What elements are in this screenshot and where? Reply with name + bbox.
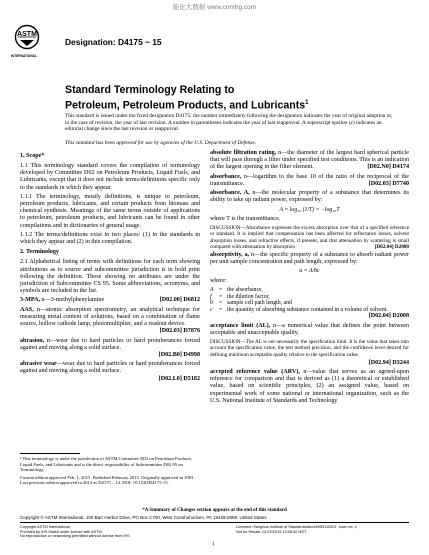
term-definition: n—the molecular property of a substance that determines its ability to take up radiant power, expressed by:	[210, 190, 410, 204]
where-label: where:	[210, 277, 227, 284]
paragraph-1-1-1: 1.1.1 The terminology, mostly definitions, is unique to petroleum, petroleum products, lubricants, and certain products from biomass and chemical synthesis. Meanings of the same terms outside of applications to petroleum, petroleum products, and lubricants can be found in other compilations and in dictionaries of general usage.	[20, 193, 200, 229]
term-definition: n—atomic absorption spectrometry, an analytical technique for measuring metal content of solutions, based on a combination of flame source, hollow cathode lamp, photomultiplier, and a readout device.	[20, 306, 200, 328]
term-definition: n—value that serves as an agreed-upon reference for comparison and that is derived as (1) a theoretical or established value, based on scientific principles, (2) an assigned value, based on experimental work of some national or international organization, such as the U.S. National Institute of Standards and Technology	[210, 369, 409, 404]
term-definition: n—the diameter of the largest hard spherical particle that will pass through a filter under specified test conditions. This is an indication of the largest opening in the filter element.	[210, 150, 409, 171]
discussion-reference: [D02.04] D2008	[374, 243, 409, 250]
term-name: acceptance limit (AL),	[210, 322, 271, 329]
license-line: Copyright ASTM International	[20, 525, 70, 529]
variable-description: the quantity of absorbing substance contained in a volume of solvent.	[227, 306, 388, 313]
equation-where-t: where T is the transmittance.	[210, 216, 281, 222]
term-absorptivity	[210, 252, 409, 266]
paragraph-1-1-2: 1.1.2 The terms/definitions exist in two places: (1) in the standards in which they appear and (2) in this compilation.	[20, 231, 200, 246]
right-column	[210, 150, 409, 407]
document-title	[65, 84, 375, 112]
discussion-acceptance-limit	[210, 339, 409, 357]
term-acceptance-limit	[210, 323, 409, 337]
variable-description: the absorbance,	[227, 287, 264, 294]
title-line-1: Standard Terminology Relating to	[65, 84, 235, 96]
term-name: absorbance,	[210, 173, 242, 180]
title-line-2: Petroleum, Petroleum Products, and Lubricants	[65, 99, 306, 112]
term-definition: n—3-methylphenylamine	[40, 297, 105, 304]
variable-description: the dilution factor,	[227, 293, 270, 300]
term-abrasive-wear	[20, 361, 200, 382]
license-line: Provided by IHS Markit under license with ASTM	[20, 529, 102, 534]
footnote-edition: Current edition approved Feb. 1, 2015. Published February 2015. Originally approved in 1983. Last previous edition approved in 2014 as D4175 – 14. DOI: 10.1520/D4175-15.	[20, 474, 195, 485]
absorptivity-reference: [D02.04] D2008	[368, 313, 409, 320]
watermark: 能化大数据 www.cnmhg.com	[172, 4, 257, 11]
copyright-line: Copyright © ASTM International, 100 Barr Harbor Drive, PO Box C700, West Conshohocken, PA 19428-2959. United States	[20, 515, 267, 520]
footer-rule	[20, 522, 409, 523]
term-definition: n—a numerical value that defines the point between acceptable and unacceptable quality.	[210, 322, 409, 336]
term-aas	[20, 307, 200, 336]
footnote-rule	[20, 453, 80, 454]
license-line: No reproduction or networking permitted without license from IHS	[20, 534, 130, 539]
terminology-heading: 2. Terminology	[20, 249, 59, 256]
paragraph-2-1: 2.1 Alphabetical listing of terms with definitions for each term showing attributions as to source and subcommittee jurisdiction is in bold print following the definition. Those showing no attributes are under the jurisdiction of Subcommittee CS 95. Some abbreviations, acronyms, and symbols are included in the list.	[20, 259, 200, 295]
variable-symbol: c	[210, 306, 213, 313]
term-3-mpa	[20, 297, 200, 304]
scope-heading: 1. Scope*	[20, 153, 45, 159]
term-name: absolute filtration rating,	[210, 150, 277, 156]
equation-absorbance: A = log₁₀ (1/T) = −log₁₀T	[279, 206, 340, 213]
dod-notice: This standard has been approved for use by agencies of the U.S. Department of Defense.	[65, 140, 257, 146]
term-name: absorbance, A,	[210, 190, 250, 197]
equals-sign: =	[219, 300, 223, 307]
left-column	[20, 150, 200, 385]
variable-symbol: b	[210, 300, 213, 307]
term-name: accepted reference value (ARV),	[210, 369, 300, 376]
term-accepted-reference-value	[210, 369, 409, 405]
term-definition: n—the specific property of a substance to absorb radiant power per unit sample concentration and path length, expressed by:	[210, 251, 409, 266]
term-name: abrasive wear	[20, 361, 57, 368]
designation: Designation: D4175 − 15	[65, 37, 162, 47]
equals-sign: =	[219, 306, 223, 313]
paragraph-1-1: 1.1 This terminology standard covers the compilation of terminology developed by Committee D02 on Petroleum Products, Liquid Fuels, and Lubricants, except that it does not include terms/definitions specific only to the standards in which they appear.	[20, 163, 200, 191]
svg-text:ASTM: ASTM	[17, 31, 37, 38]
where-list	[210, 287, 409, 313]
footnotes	[20, 456, 200, 488]
equals-sign: =	[219, 287, 223, 294]
term-absorbance	[210, 174, 409, 188]
license-left	[20, 525, 220, 539]
where-item	[210, 300, 409, 307]
term-absolute-filtration-rating	[210, 150, 409, 171]
term-reference: [D02.03] D7876	[159, 328, 200, 335]
discussion-text: DISCUSSION—Absorbance expresses the excess absorption over that of a specified reference or standard. It is implied that compensation has been affected for reflectance losses, solvent absorption losses, and refractive effects, if present, and that attenuation by scattering is small compared with attenuation by absorption	[210, 225, 409, 250]
issuance-notice: This standard is issued under the fixed designation D4175; the number immediately following the designation indicates the year of original adoption or, in the case of revision, the year of last revision. A number in parentheses indicates the year of last reapproval. A superscript epsilon (ε) indicates an editorial change since the last revision or reapproval.	[65, 113, 393, 133]
title-footnote-mark: 1	[305, 99, 309, 106]
term-abrasion	[20, 338, 200, 359]
where-item	[210, 294, 409, 301]
footnote-1: ¹ This terminology is under the jurisdiction of ASTM Committee D02 on Petroleum Products, Liquid Fuels, and Lubricants and is the direct responsibility of Subcommittee D02.95 on Terminology.	[20, 456, 193, 472]
term-definition: n—logarithm to the base 10 of the ratio of the reciprocal of the transmittance.	[210, 173, 409, 187]
license-right	[236, 525, 416, 534]
variable-symbol: f	[210, 293, 212, 300]
term-reference: [D02.B0] D4998	[158, 351, 200, 358]
term-name: absorptivity, a,	[210, 251, 250, 258]
discussion-absorbance	[210, 225, 409, 249]
term-name: AAS,	[20, 306, 34, 313]
acceptance-limit-reference: [D02.94] D3244	[368, 359, 409, 366]
variable-description: sample cell path length, and	[227, 300, 292, 307]
equation-absorptivity: a = A/bc	[299, 268, 320, 275]
where-item	[210, 307, 409, 314]
summary-of-changes-note: *A Summary of Changes section appears at the end of this standard	[142, 508, 287, 513]
term-reference: [D02.N0] D4174	[367, 164, 409, 171]
term-definition: —wear due to hard particles or hard protuberances forced against and moving along a solid surface.	[20, 361, 200, 375]
term-absorbance-a	[210, 190, 409, 204]
term-name: abrasion,	[20, 337, 45, 344]
equals-sign: =	[219, 293, 223, 300]
term-reference: [D02.03] D7740	[368, 180, 409, 187]
term-name: 3-MPA,	[20, 297, 41, 304]
term-reference: [D02.00] D6812	[159, 297, 200, 304]
discussion-text: DISCUSSION—The AL is not necessarily the specification limit. It is the value that takes into account the specification value, the test method precision, and the confidence level desired for defining minimum acceptable quality relative to the specification value.	[210, 339, 409, 358]
logo-text: INTERNATIONAL	[11, 54, 37, 58]
license-line: Not for Resale, 01/22/2019 13:08:32 MST	[236, 529, 307, 534]
page-number: 1	[212, 542, 215, 547]
term-reference: [D02.L0] D5182	[158, 375, 200, 382]
where-item	[210, 287, 409, 294]
license-line: Licensee=Tsinghua Institute of Standardization/5959110001, User=xx, x	[236, 525, 357, 529]
term-definition: n—wear due to hard particles or hard protuberances forced against and moving along a solid surface.	[20, 337, 200, 351]
variable-symbol: A	[210, 287, 214, 294]
